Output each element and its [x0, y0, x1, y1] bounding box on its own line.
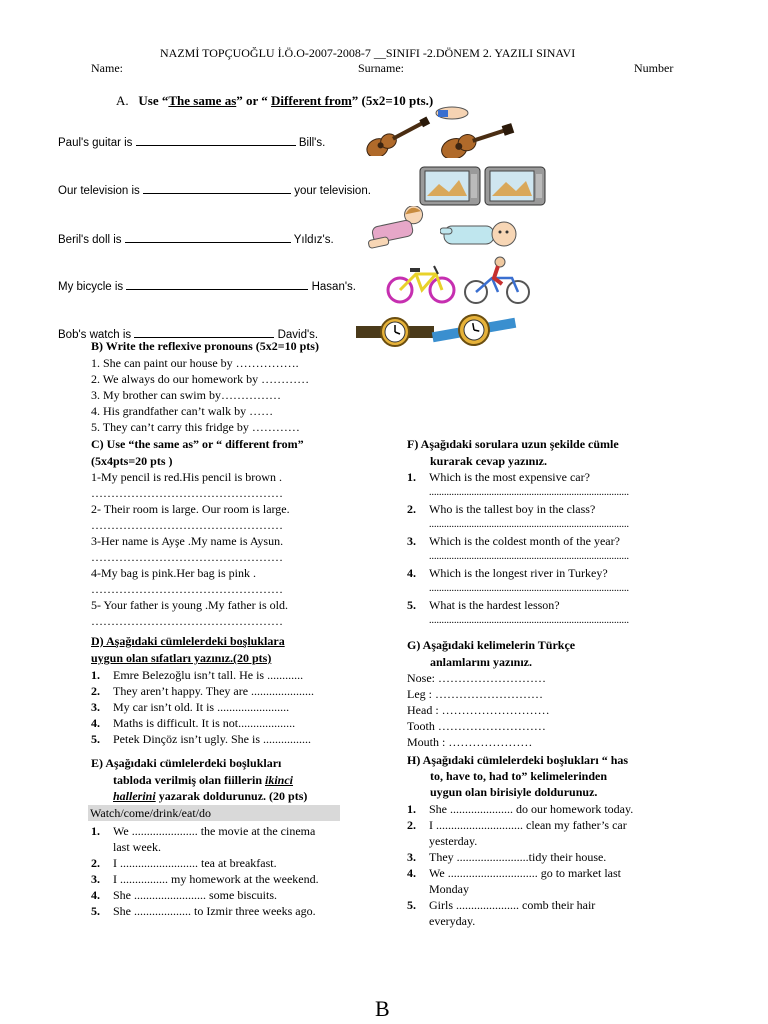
d-item-4-text: Maths is difficult. It is not................... — [113, 716, 296, 730]
section-a-title — [116, 93, 433, 109]
a-item-2-blank[interactable] — [143, 184, 291, 194]
section-h-list — [407, 801, 679, 929]
e-item-2-num: 2. — [91, 856, 100, 870]
d-item-4 — [91, 715, 314, 731]
a-item-5-blank[interactable] — [134, 328, 274, 338]
section-e-title-2-ikinci: ikinci — [265, 773, 294, 787]
section-a-or: ” or “ — [236, 93, 272, 108]
a-item-4-blank[interactable] — [126, 280, 308, 290]
e-item-2-text: I .......................... tea at breakfast. — [113, 856, 277, 870]
page-footer-letter: B — [375, 996, 390, 1021]
section-e-title-1: E) Aşağıdaki cümlelerdeki boşlukları — [91, 756, 282, 770]
watch-icon — [354, 314, 436, 350]
bicycle-icon — [386, 258, 458, 304]
h-item-4-num: 4. — [407, 866, 416, 880]
d-item-2 — [91, 683, 314, 699]
guitar-icon-2 — [432, 118, 518, 158]
section-h-title-1: H) Aşağıdaki cümlelerdeki boşlukları “ has — [407, 753, 629, 767]
f-item-4-text: Which is the longest river in Turkey? — [429, 566, 608, 580]
a-item-4-right: Hasan's. — [311, 281, 356, 293]
f-item-2-text: Who is the tallest boy in the class? — [429, 502, 596, 516]
h-item-3 — [407, 849, 679, 865]
c-answer-3[interactable]: ………………………………………… — [91, 550, 283, 564]
h-item-1-text: She ..................... do our homework today. — [429, 802, 634, 816]
h-item-1-num: 1. — [407, 802, 416, 816]
c-item-4: 4-My bag is pink.Her bag is pink . — [91, 566, 256, 580]
e-item-1 — [91, 823, 359, 839]
a-item-3-blank[interactable] — [125, 233, 291, 243]
section-e-title-3-hallerini: hallerini — [113, 789, 156, 803]
e-item-3-text: I ................ my homework at the weekend. — [113, 872, 319, 886]
section-h-title-3: uygun olan birisiyle doldurunuz. — [430, 785, 598, 799]
h-item-2-text: I ............................. clean my father’s car — [429, 818, 627, 832]
h-item-5 — [407, 897, 679, 913]
television-icon-2 — [484, 166, 546, 206]
section-c-title-2: (5x4pts=20 pts ) — [91, 454, 173, 468]
f-answer-4[interactable]: ................................................................................ — [429, 583, 629, 594]
a-item-5-left: Bob's watch is — [58, 329, 132, 341]
e-item-3 — [91, 871, 359, 887]
h-item-5-cont: everyday. — [429, 914, 476, 928]
g-item-nose: Nose: ……………………… — [407, 671, 546, 685]
d-item-1-num: 1. — [91, 668, 100, 682]
exam-title: NAZMİ TOPÇUOĞLU İ.Ö.O-2007-2008-7 __SINIFI -2.DÖNEM 2. YAZILI SINAVI — [160, 46, 576, 60]
g-item-leg: Leg : ……………………… — [407, 687, 543, 701]
section-d-title-1: D) Aşağıdaki cümlelerdeki boşluklara — [91, 634, 285, 648]
section-f-title-1: F) Aşağıdaki sorulara uzun şekilde cümle — [407, 437, 619, 451]
e-item-1-cont: last week. — [113, 840, 161, 854]
verb-box: Watch/come/drink/eat/do — [88, 805, 340, 821]
e-item-4-text: She ........................ some biscuits. — [113, 888, 277, 902]
a-item-3-left: Beril's doll is — [58, 234, 122, 246]
section-b-title: B) Write the reflexive pronouns (5x2=10 pts) — [91, 339, 319, 353]
d-item-3 — [91, 699, 314, 715]
section-a-points: ” (5x2=10 pts.) — [351, 93, 434, 108]
f-item-5 — [407, 597, 679, 613]
a-item-1-blank[interactable] — [136, 136, 296, 146]
h-item-5-num: 5. — [407, 898, 416, 912]
h-item-5-text: Girls ..................... comb their hair — [429, 898, 596, 912]
f-item-5-text: What is the hardest lesson? — [429, 598, 560, 612]
b-item-3: 3. My brother can swim by…………… — [91, 388, 281, 402]
television-icon — [419, 166, 481, 206]
h-item-2-num: 2. — [407, 818, 416, 832]
section-f-title-2: kurarak cevap yazınız. — [430, 454, 547, 468]
section-e-list — [91, 823, 359, 919]
h-item-4-text: We .............................. go to market last — [429, 866, 622, 880]
d-item-2-text: They aren’t happy. They are ..................... — [113, 684, 315, 698]
section-a-same-as: The same as — [168, 93, 237, 108]
d-item-4-num: 4. — [91, 716, 100, 730]
watch-icon-2 — [430, 310, 518, 350]
e-item-5-text: She ................... to Izmir three weeks ago. — [113, 904, 316, 918]
a-item-1-left: Paul's guitar is — [58, 137, 133, 149]
section-e-title-3 — [113, 788, 307, 804]
section-e-title-3-text: yazarak doldurunuz. (20 pts) — [155, 789, 308, 803]
baby-doll-icon — [440, 214, 520, 254]
f-item-3 — [407, 533, 679, 549]
e-item-1-text: We ...................... the movie at the cinema — [113, 824, 316, 838]
e-item-1-num: 1. — [91, 824, 100, 838]
e-item-3-num: 3. — [91, 872, 100, 886]
f-answer-2[interactable]: ................................................................................ — [429, 519, 629, 530]
c-item-3: 3-Her name is Ayşe .My name is Aysun. — [91, 534, 284, 548]
e-item-2 — [91, 855, 359, 871]
section-h-title-2: to, have to, had to” kelimelerinden — [430, 769, 607, 783]
h-item-2-cont: yesterday. — [429, 834, 478, 848]
a-item-2-right: your television. — [294, 185, 371, 197]
section-c-title-1: C) Use “the same as” or “ different from” — [91, 437, 304, 451]
d-item-1-text: Emre Belezoğlu isn’t tall. He is ............ — [113, 668, 304, 682]
f-answer-5[interactable]: ................................................................................ — [429, 615, 629, 626]
section-f-list — [407, 469, 679, 629]
section-a-letter: A. — [116, 93, 129, 108]
f-item-3-text: Which is the coldest month of the year? — [429, 534, 620, 548]
d-item-5 — [91, 731, 314, 747]
section-e-title-2-text: tabloda verilmiş olan fiillerin — [113, 773, 262, 787]
f-answer-3[interactable]: ................................................................................ — [429, 551, 629, 562]
b-item-2: 2. We always do our homework by ………… — [91, 372, 310, 386]
d-item-1 — [91, 667, 314, 683]
c-item-1: 1-My pencil is red.His pencil is brown . — [91, 470, 282, 484]
f-item-4 — [407, 565, 679, 581]
h-item-2 — [407, 817, 679, 833]
d-item-5-text: Petek Dinçöz isn’t ugly. She is ................ — [113, 732, 311, 746]
e-item-5 — [91, 903, 359, 919]
guitar-icon — [356, 116, 436, 156]
d-item-3-num: 3. — [91, 700, 100, 714]
f-item-5-num: 5. — [407, 598, 416, 612]
a-item-2-left: Our television is — [58, 185, 140, 197]
a-item-4 — [58, 280, 356, 293]
b-item-4: 4. His grandfather can’t walk by …… — [91, 404, 274, 418]
section-g-title-1: G) Aşağıdaki kelimelerin Türkçe — [407, 638, 576, 652]
c-answer-4[interactable]: ………………………………………… — [91, 582, 283, 596]
h-item-3-num: 3. — [407, 850, 416, 864]
a-item-3-right: Yıldız's. — [293, 234, 334, 246]
number-label: Number — [634, 61, 674, 75]
c-item-2: 2- Their room is large. Our room is large. — [91, 502, 290, 516]
g-item-head: Head : ……………………… — [407, 703, 550, 717]
e-item-4-num: 4. — [91, 888, 100, 902]
f-item-1-text: Which is the most expensive car? — [429, 470, 590, 484]
c-item-5: 5- Your father is young .My father is old. — [91, 598, 288, 612]
f-item-4-num: 4. — [407, 566, 416, 580]
g-item-tooth: Tooth ……………………… — [407, 719, 546, 733]
h-item-1 — [407, 801, 679, 817]
d-item-2-num: 2. — [91, 684, 100, 698]
b-item-5: 5. They can’t carry this fridge by ………… — [91, 420, 300, 434]
g-item-mouth: Mouth : ………………… — [407, 735, 533, 749]
h-item-4-cont: Monday — [429, 882, 469, 896]
a-item-5-right: David's. — [277, 329, 319, 341]
c-answer-2[interactable]: ………………………………………… — [91, 518, 283, 532]
section-e-title-2 — [113, 772, 293, 788]
b-item-1: 1. She can paint our house by ……………. — [91, 356, 299, 370]
surname-label: Surname: — [358, 61, 404, 75]
section-d-title-2: uygun olan sıfatları yazınız.(20 pts) — [91, 651, 272, 665]
section-b-list — [91, 355, 309, 435]
e-item-5-num: 5. — [91, 904, 100, 918]
section-c-list — [91, 469, 351, 629]
f-answer-1[interactable]: ................................................................................ — [429, 487, 629, 498]
section-a-use: Use “ — [138, 93, 169, 108]
h-item-3-text: They ........................tidy their house. — [429, 850, 607, 864]
a-item-3 — [58, 233, 334, 246]
h-item-4 — [407, 865, 679, 881]
f-item-1 — [407, 469, 679, 485]
a-item-1-right: Bill's. — [298, 137, 326, 149]
a-item-4-left: My bicycle is — [58, 281, 124, 293]
d-item-5-num: 5. — [91, 732, 100, 746]
e-item-4 — [91, 887, 359, 903]
f-item-2 — [407, 501, 679, 517]
section-d-list — [91, 667, 314, 747]
name-label: Name: — [91, 61, 123, 75]
section-g-title-2: anlamlarını yazınız. — [430, 655, 532, 669]
doll-icon — [362, 206, 436, 250]
c-answer-5[interactable]: ………………………………………… — [91, 614, 283, 628]
c-answer-1[interactable]: ………………………………………… — [91, 486, 283, 500]
section-a-different-from: Different from — [271, 93, 352, 108]
section-g-list — [407, 670, 550, 750]
f-item-1-num: 1. — [407, 470, 416, 484]
a-item-2 — [58, 184, 371, 197]
d-item-3-text: My car isn’t old. It is ........................ — [113, 700, 290, 714]
f-item-3-num: 3. — [407, 534, 416, 548]
cyclist-icon — [462, 256, 534, 304]
a-item-1 — [58, 136, 325, 149]
f-item-2-num: 2. — [407, 502, 416, 516]
